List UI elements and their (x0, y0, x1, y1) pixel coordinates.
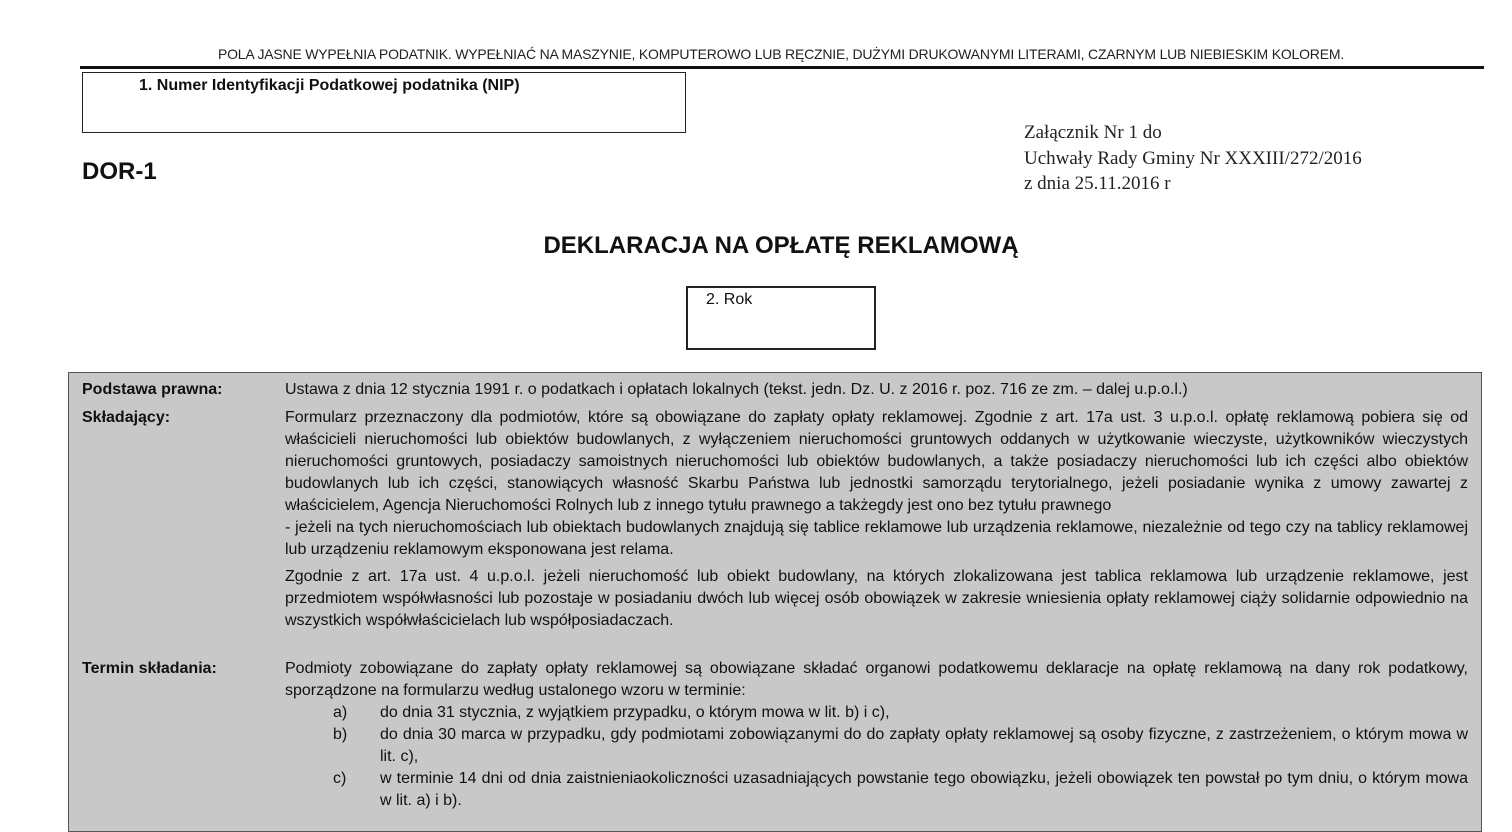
legal-basis-label: Podstawa prawna: (82, 381, 223, 398)
deadline-list (285, 702, 1468, 812)
list-item (285, 702, 1468, 724)
nip-field-label: 1. Numer Identyfikacji Podatkowej podatnika (NIP) (139, 77, 520, 94)
form-code: DOR-1 (82, 158, 157, 185)
submitter-label: Składający: (82, 409, 171, 426)
submitter-paragraph-3: Zgodnie z art. 17a ust. 4 u.p.o.l. jeżeli nieruchomość lub obiekt budowlany, na których zlokalizowana jest tablica reklamowa lub urządzenie reklamowe, jest przedmiotem współwłasności lub pozostaje w posiadaniu dwóch lub więcej osób obowiązek w zakresie wniesienia opłaty reklamowej ciąży solidarnie odpowiednio na wszystkich współwłaścicielach lub współposiadaczach. (285, 568, 1468, 629)
deadline-label: Termin składania: (82, 660, 217, 677)
list-marker: a) (333, 704, 348, 721)
attachment-line-1: Załącznik Nr 1 do (1024, 122, 1162, 143)
list-item (285, 768, 1468, 812)
list-item (285, 724, 1468, 768)
list-item-text: do dnia 31 stycznia, z wyjątkiem przypadku, o którym mowa w lit. b) i c), (380, 704, 890, 721)
attachment-note (1024, 120, 1362, 197)
list-item-text: do dnia 30 marca w przypadku, gdy podmiotami zobowiązanymi do do zapłaty opłaty reklamowej są osoby fizyczne, z zastrzeżeniem, o którym mowa w lit. c), (380, 726, 1468, 765)
attachment-line-2: Uchwały Rady Gminy Nr XXXIII/272/2016 (1024, 147, 1362, 169)
deadline-intro: Podmioty zobowiązane do zapłaty opłaty reklamowej są obowiązane składać organowi podatkowemu deklaracje na opłatę reklamową na dany rok podatkowy, sporządzone na formularzu według ustalonego wzoru w terminie: (285, 660, 1468, 699)
attachment-line-3: z dnia 25.11.2016 r (1024, 173, 1171, 194)
list-marker: b) (333, 726, 348, 743)
submitter-text (285, 407, 1468, 632)
deadline-text (285, 658, 1468, 812)
submitter-paragraph-2: - jeżeli na tych nieruchomościach lub obiektach budowlanych znajdują się tablice reklamowe lub urządzenia reklamowe, niezależnie od tego czy na tablicy reklamowej lub urządzeniu reklamowym eksponowana jest relama. (285, 519, 1468, 558)
nip-field[interactable] (82, 72, 686, 133)
legal-basis-text: Ustawa z dnia 12 stycznia 1991 r. o podatkach i opłatach lokalnych (tekst. jedn. Dz. U. z 2016 r. poz. 716 ze zm. – dalej u.p.o.l.) (285, 381, 1188, 398)
submitter-paragraph-1: Formularz przeznaczony dla podmiotów, które są obowiązane do zapłaty opłaty reklamowej. Zgodnie z art. 17a ust. 3 u.p.o.l. opłatę reklamową pobiera się od właścicieli nieruchomości lub obiektów budowlanych, z wyłączeniem nieruchomości gruntowych oddanych w użytkowanie wieczyste, użytkowników wieczystych nieruchomości gruntowych, posiadaczy samoistnych nieruchomości lub obiektów budowlanych, a także posiadaczy nieruchomości lub ich części albo obiektów budowlanych lub ich części, stanowiących własność Skarbu Państwa lub jednostki samorządu terytorialnego, jeżeli posiadanie wynika z umowy zawartej z właścicielem, Agencja Nieruchomości Rolnych lub z innego tytułu prawnego a takżegdy jest ono bez tytułu prawnego (285, 409, 1468, 514)
list-marker: c) (333, 770, 347, 787)
list-item-text: w terminie 14 dni od dnia zaistnieniaokoliczności uzasadniających powstanie tego obowiązku, jeżeli obowiązek ten powstał po tym dniu, o którym mowa w lit. a) i b). (380, 770, 1468, 809)
year-field[interactable] (686, 286, 876, 350)
info-panel (68, 372, 1482, 832)
fill-instructions: POLA JASNE WYPEŁNIA PODATNIK. WYPEŁNIAĆ NA MASZYNIE, KOMPUTEROWO LUB RĘCZNIE, DUŻYMI DRUKOWANYMI LITERAMI, CZARNYM LUB NIEBIESKIM KOLOREM. (217, 46, 1345, 62)
year-field-label: 2. Rok (706, 291, 753, 308)
document-title: DEKLARACJA NA OPŁATĘ REKLAMOWĄ (543, 232, 1019, 259)
header-divider (80, 66, 1484, 69)
